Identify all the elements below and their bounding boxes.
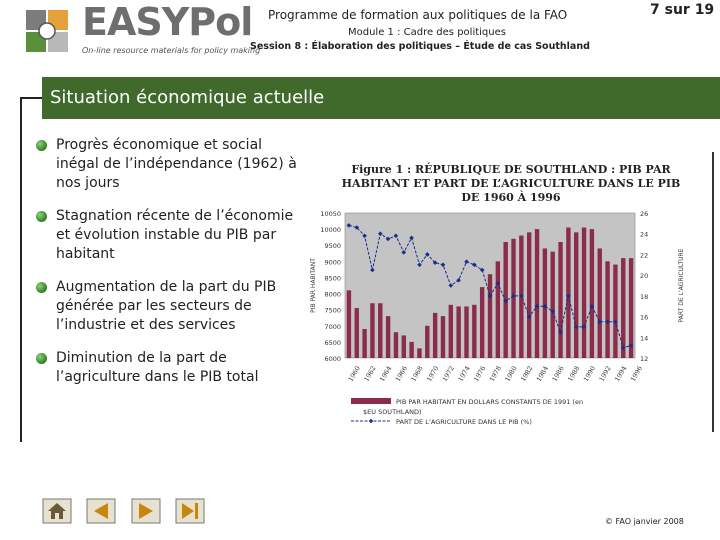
bar [488,274,492,358]
bar [574,232,578,358]
x-tick-label: 1972 [440,364,456,383]
y2-tick-label: 22 [640,251,649,260]
x-tick-label: 1964 [378,364,394,383]
arrow-left-icon[interactable] [86,498,116,524]
bar [472,305,476,358]
y2-tick-label: 26 [640,210,649,218]
bar [409,342,413,358]
bar [543,248,547,358]
x-tick-label: 1978 [487,364,504,383]
y2-tick-label: 12 [640,355,649,363]
bullet-text: Stagnation récente de l’économie et évolution instable du PIB par habitant [56,208,294,262]
logo-tagline: On-line resource materials for policy making [82,46,261,55]
bar [378,303,382,358]
y-axis-label: PIB PAR HABITANT [310,258,317,313]
legend-line-marker [369,419,374,424]
x-tick-label: 1994 [613,364,629,383]
bar [558,242,562,358]
x-tick-label: 1988 [566,364,582,383]
x-tick-label: 1976 [472,364,488,383]
y-tick-label: 10050 [320,210,341,218]
x-tick-label: 1962 [362,364,378,383]
footer-copyright: © FAO janvier 2008 [605,517,684,526]
bar [590,229,594,358]
frame-line-vertical [20,97,22,442]
page-number: 7 sur 19 [650,2,715,18]
y2-tick-label: 24 [640,230,649,239]
x-tick-label: 1974 [456,364,472,383]
x-tick-label: 1970 [425,364,441,383]
y-tick-label: 6000 [324,355,341,363]
y-tick-label: 6500 [324,338,341,347]
bullet-dot-icon [36,282,47,293]
x-tick-label: 1992 [597,364,613,383]
bar [582,228,586,359]
x-tick-label: 1968 [409,364,425,383]
bar [394,332,398,358]
bar [362,329,366,358]
y-tick-label: 7000 [324,322,341,331]
bullet-item [36,207,298,264]
slide-title: Situation économique actuelle [50,87,325,108]
bar [355,308,359,358]
x-tick-label: 1996 [628,364,645,383]
bar [480,287,484,358]
bullet-dot-icon [36,211,47,222]
bar [370,303,374,358]
bar [347,290,351,358]
easypol-logo [24,0,261,60]
bullet-dot-icon [36,140,47,151]
bullet-text: Progrès économique et social inégal de l’indépendance (1962) à nos jours [56,137,297,191]
legend-swatch-bar [351,398,391,404]
legend-label-bar: PIB PAR HABITANT EN DOLLARS CONSTANTS DE 1991 (en [396,398,584,406]
bar [511,239,515,358]
bar [386,316,390,358]
x-tick-label: 1966 [393,364,409,383]
x-tick-label: 1980 [503,364,519,383]
y-tick-label: 9000 [324,258,341,267]
module-title: Module 1 : Cadre des politiques [348,27,506,38]
arrow-right-end-icon[interactable] [175,498,205,524]
bar [456,306,460,358]
bar [402,335,406,358]
y-tick-label: 9500 [324,242,341,251]
figure-title: Figure 1 : RÉPUBLIQUE DE SOUTHLAND : PIB PAR HABITANT ET PART DE L’AGRICULTURE DANS LE PIB DE 1960 À 1996 [341,163,681,204]
bar [535,229,539,358]
bullet-list [36,136,298,401]
logo-text: EASYPol [82,0,253,44]
x-tick-label: 1982 [519,364,535,383]
arrow-right-icon[interactable] [131,498,161,524]
y2-tick-label: 16 [640,313,649,322]
bar [441,316,445,358]
bar [425,326,429,358]
y2-tick-label: 18 [640,292,649,301]
bullet-item [36,136,298,193]
bar [551,252,555,358]
bullet-item [36,349,298,387]
bullet-text: Diminution de la part de l’agriculture dans le PIB total [56,350,259,385]
session-title: Session 8 : Élaboration des politiques – Étude de cas Southland [250,41,590,52]
legend-label-bar-cont: $EU SOUTHLAND) [363,408,422,416]
bar [433,313,437,358]
bar [449,305,453,358]
x-tick-label: 1990 [581,364,598,383]
y2-tick-label: 14 [640,334,649,343]
x-tick-label: 1984 [534,364,551,383]
y2-tick-label: 20 [640,272,649,281]
home-icon[interactable] [42,498,72,524]
bullet-dot-icon [36,353,47,364]
y-tick-label: 8500 [324,274,341,283]
x-tick-label: 1960 [346,364,362,383]
frame-line-horizontal [20,97,42,99]
bar [598,248,602,358]
y-tick-label: 8000 [324,290,341,299]
programme-title: Programme de formation aux politiques de la FAO [268,8,568,22]
bar [464,306,468,358]
x-tick-label: 1986 [550,364,566,383]
y-tick-label: 10000 [320,226,341,235]
bar [613,265,617,358]
bar [629,258,633,358]
logo-grid-icon [24,8,70,54]
bar [605,261,609,358]
bar [496,261,500,358]
gdp-chart [303,205,715,435]
bullet-text: Augmentation de la part du PIB générée par les secteurs de l’industrie et des services [56,279,277,333]
legend-label-line: PART DE L’AGRICULTURE DANS LE PIB (%) [396,418,532,426]
y-tick-label: 7500 [324,306,341,315]
bar [417,348,421,358]
bar [527,232,531,358]
y2-axis-label: PART DE L’AGRICULTURE [678,248,685,323]
bullet-item [36,278,298,335]
bar [566,228,570,359]
